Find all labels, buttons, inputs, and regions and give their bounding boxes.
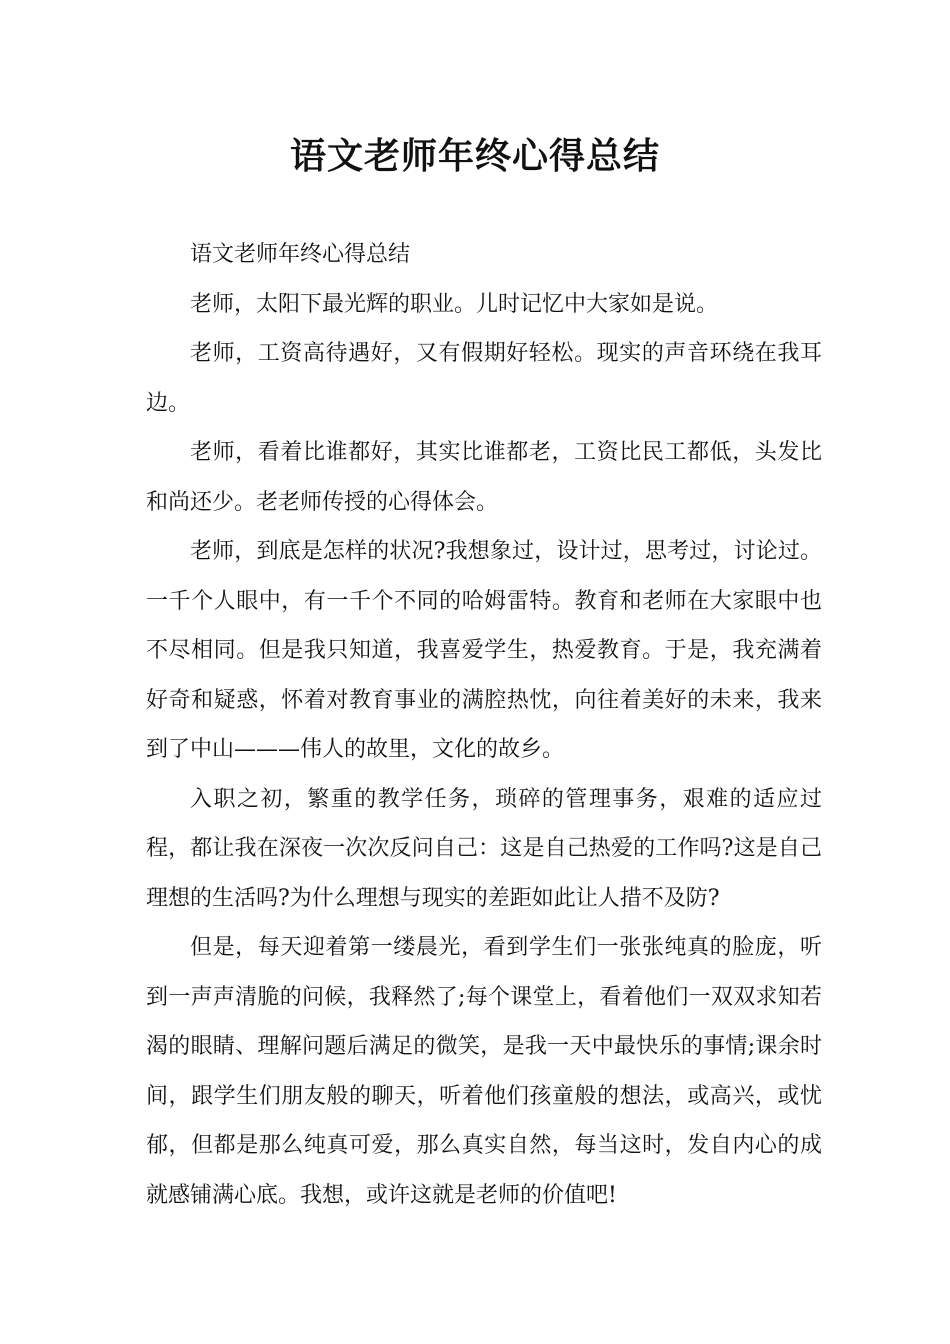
paragraph: 老师，看着比谁都好，其实比谁都老，工资比民工都低，头发比和尚还少。老老师传授的心得体会。 <box>146 440 822 515</box>
paragraph: 入职之初，繁重的教学任务，琐碎的管理事务，艰难的适应过程，都让我在深夜一次次反问自己：这是自己热爱的工作吗?这是自己理想的生活吗?为什么理想与现实的差距如此让人措不及防? <box>146 786 822 911</box>
paragraph-subtitle: 语文老师年终心得总结 <box>190 242 411 267</box>
paragraph: 老师，到底是怎样的状况?我想象过，设计过，思考过，讨论过。一千个人眼中，有一千个不同的哈姆雷特。教育和老师在大家眼中也不尽相同。但是我只知道，我喜爱学生，热爱教育。于是，我充满着好奇和疑惑，怀着对教育事业的满腔热忱，向往着美好的未来，我来到了中山———伟人的故里，文化的故乡。 <box>146 539 822 762</box>
paragraph: 但是，每天迎着第一缕晨光，看到学生们一张张纯真的脸庞，听到一声声清脆的问候，我释然了;每个课堂上，看着他们一双双求知若渴的眼睛、理解问题后满足的微笑，是我一天中最快乐的事情;课余时间，跟学生们朋友般的聊天，听着他们孩童般的想法，或高兴，或忧郁，但都是那么纯真可爱，那么真实自然，每当这时，发自内心的成就感铺满心底。我想，或许这就是老师的价值吧! <box>146 935 822 1208</box>
paragraph: 老师，太阳下最光辉的职业。儿时记忆中大家如是说。 <box>190 291 719 317</box>
document-body <box>146 230 822 1220</box>
paragraph: 老师，工资高待遇好，又有假期好轻松。现实的声音环绕在我耳边。 <box>146 341 822 416</box>
document-title: 语文老师年终心得总结 <box>289 136 660 177</box>
